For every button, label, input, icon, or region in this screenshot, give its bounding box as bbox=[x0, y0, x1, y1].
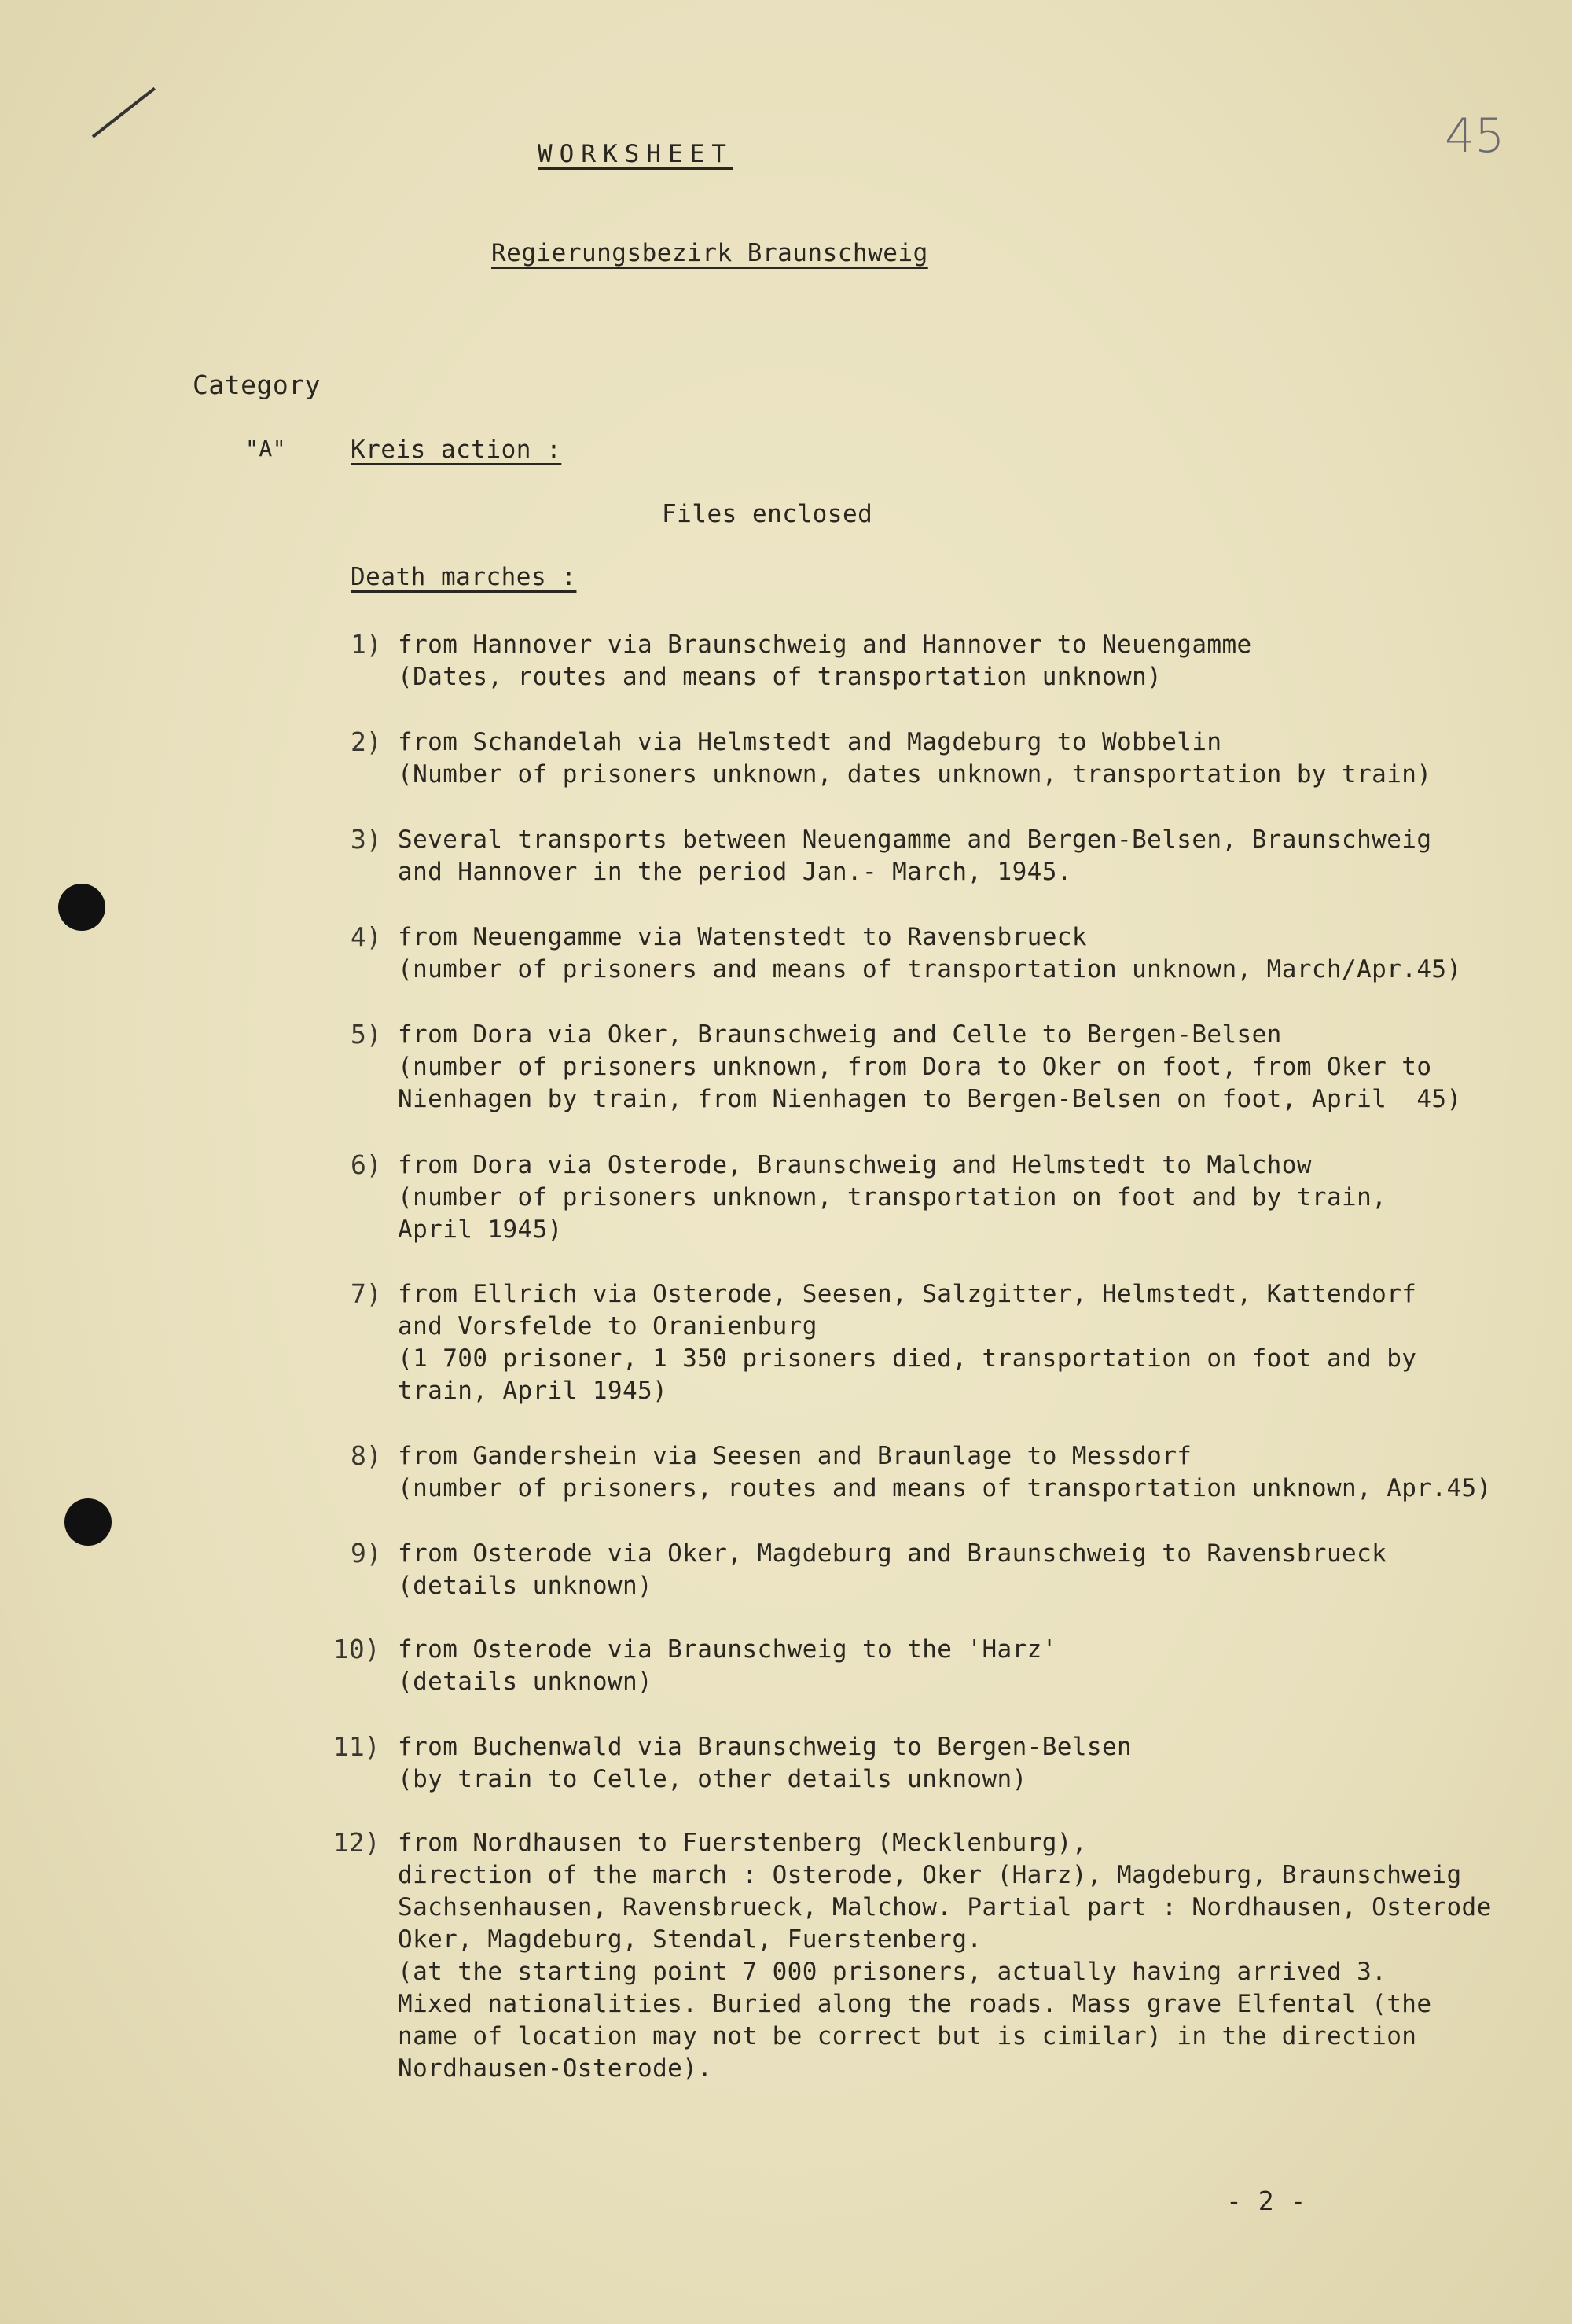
files-enclosed-text: Files enclosed bbox=[662, 500, 873, 528]
item-number: 3) bbox=[351, 824, 382, 855]
item-number: 11) bbox=[333, 1731, 380, 1762]
item-number: 12) bbox=[333, 1827, 380, 1858]
item-line: (at the starting point 7 000 prisoners, actually having arrived 3. bbox=[398, 1958, 1387, 1986]
item-line: Sachsenhausen, Ravensbrueck, Malchow. Partial part : Nordhausen, Osterode bbox=[398, 1893, 1492, 1921]
item-line: (number of prisoners unknown, transportation on foot and by train, bbox=[398, 1183, 1387, 1212]
region-heading: Regierungsbezirk Braunschweig bbox=[491, 239, 928, 267]
item-line: and Vorsfelde to Oranienburg bbox=[398, 1312, 817, 1340]
item-line: Mixed nationalities. Buried along the roads. Mass grave Elfental (the bbox=[398, 1990, 1432, 2018]
punch-hole-top bbox=[58, 884, 105, 931]
item-line: from Gandershein via Seesen and Braunlage to Messdorf bbox=[398, 1442, 1192, 1470]
pencil-mark bbox=[92, 87, 156, 138]
item-line: from Nordhausen to Fuerstenberg (Mecklenburg), bbox=[398, 1829, 1087, 1857]
item-line: (1 700 prisoner, 1 350 prisoners died, transportation on foot and by bbox=[398, 1344, 1417, 1373]
item-number: 10) bbox=[333, 1634, 380, 1664]
item-number: 9) bbox=[351, 1538, 382, 1568]
handwritten-page-number: 45 bbox=[1445, 108, 1505, 164]
item-line: from Neuengamme via Watenstedt to Ravensbrueck bbox=[398, 923, 1087, 951]
item-line: Nienhagen by train, from Nienhagen to Bergen-Belsen on foot, April 45) bbox=[398, 1085, 1462, 1113]
item-line: (number of prisoners unknown, from Dora to Oker on foot, from Oker to bbox=[398, 1053, 1432, 1081]
item-line: from Dora via Oker, Braunschweig and Celle to Bergen-Belsen bbox=[398, 1020, 1282, 1049]
item-line: from Osterode via Braunschweig to the 'Harz' bbox=[398, 1635, 1057, 1664]
item-line: Oker, Magdeburg, Stendal, Fuerstenberg. bbox=[398, 1925, 982, 1954]
item-line: direction of the march : Osterode, Oker (Harz), Magdeburg, Braunschweig bbox=[398, 1861, 1462, 1889]
item-line: from Dora via Osterode, Braunschweig and Helmstedt to Malchow bbox=[398, 1151, 1312, 1179]
item-number: 7) bbox=[351, 1278, 382, 1309]
document-title: WORKSHEET bbox=[538, 140, 733, 168]
item-line: from Ellrich via Osterode, Seesen, Salzgitter, Helmstedt, Kattendorf bbox=[398, 1280, 1417, 1308]
item-line: (Dates, routes and means of transportation unknown) bbox=[398, 663, 1162, 691]
item-number: 2) bbox=[351, 726, 382, 757]
item-line: train, April 1945) bbox=[398, 1377, 668, 1405]
item-number: 8) bbox=[351, 1440, 382, 1471]
footer-page-number: - 2 - bbox=[1226, 2186, 1306, 2216]
item-line: April 1945) bbox=[398, 1215, 563, 1244]
item-line: name of location may not be correct but is cimilar) in the direction bbox=[398, 2022, 1417, 2050]
item-line: Several transports between Neuengamme and Bergen-Belsen, Braunschweig bbox=[398, 826, 1432, 854]
item-line: from Osterode via Oker, Magdeburg and Braunschweig to Ravensbrueck bbox=[398, 1539, 1387, 1568]
category-value: "A" bbox=[245, 436, 287, 461]
item-line: (number of prisoners, routes and means of transportation unknown, Apr.45) bbox=[398, 1474, 1492, 1502]
death-marches-label: Death marches : bbox=[351, 563, 577, 591]
category-label: Category bbox=[193, 370, 321, 400]
item-line: (Number of prisoners unknown, dates unknown, transportation by train) bbox=[398, 760, 1432, 789]
item-number: 6) bbox=[351, 1149, 382, 1180]
kreis-action-label: Kreis action : bbox=[351, 436, 562, 464]
item-line: (details unknown) bbox=[398, 1668, 653, 1696]
item-line: from Hannover via Braunschweig and Hannover to Neuengamme bbox=[398, 631, 1252, 659]
item-line: (number of prisoners and means of transportation unknown, March/Apr.45) bbox=[398, 955, 1462, 984]
item-number: 4) bbox=[351, 921, 382, 952]
item-line: and Hannover in the period Jan.- March, 1945. bbox=[398, 858, 1072, 886]
item-number: 1) bbox=[351, 629, 382, 660]
item-line: from Schandelah via Helmstedt and Magdeburg to Wobbelin bbox=[398, 728, 1222, 756]
item-line: (details unknown) bbox=[398, 1572, 653, 1600]
item-line: Nordhausen-Osterode). bbox=[398, 2054, 713, 2083]
item-line: (by train to Celle, other details unknown) bbox=[398, 1765, 1027, 1793]
item-line: from Buchenwald via Braunschweig to Bergen-Belsen bbox=[398, 1733, 1133, 1761]
punch-hole-bottom bbox=[64, 1498, 112, 1546]
item-number: 5) bbox=[351, 1019, 382, 1050]
